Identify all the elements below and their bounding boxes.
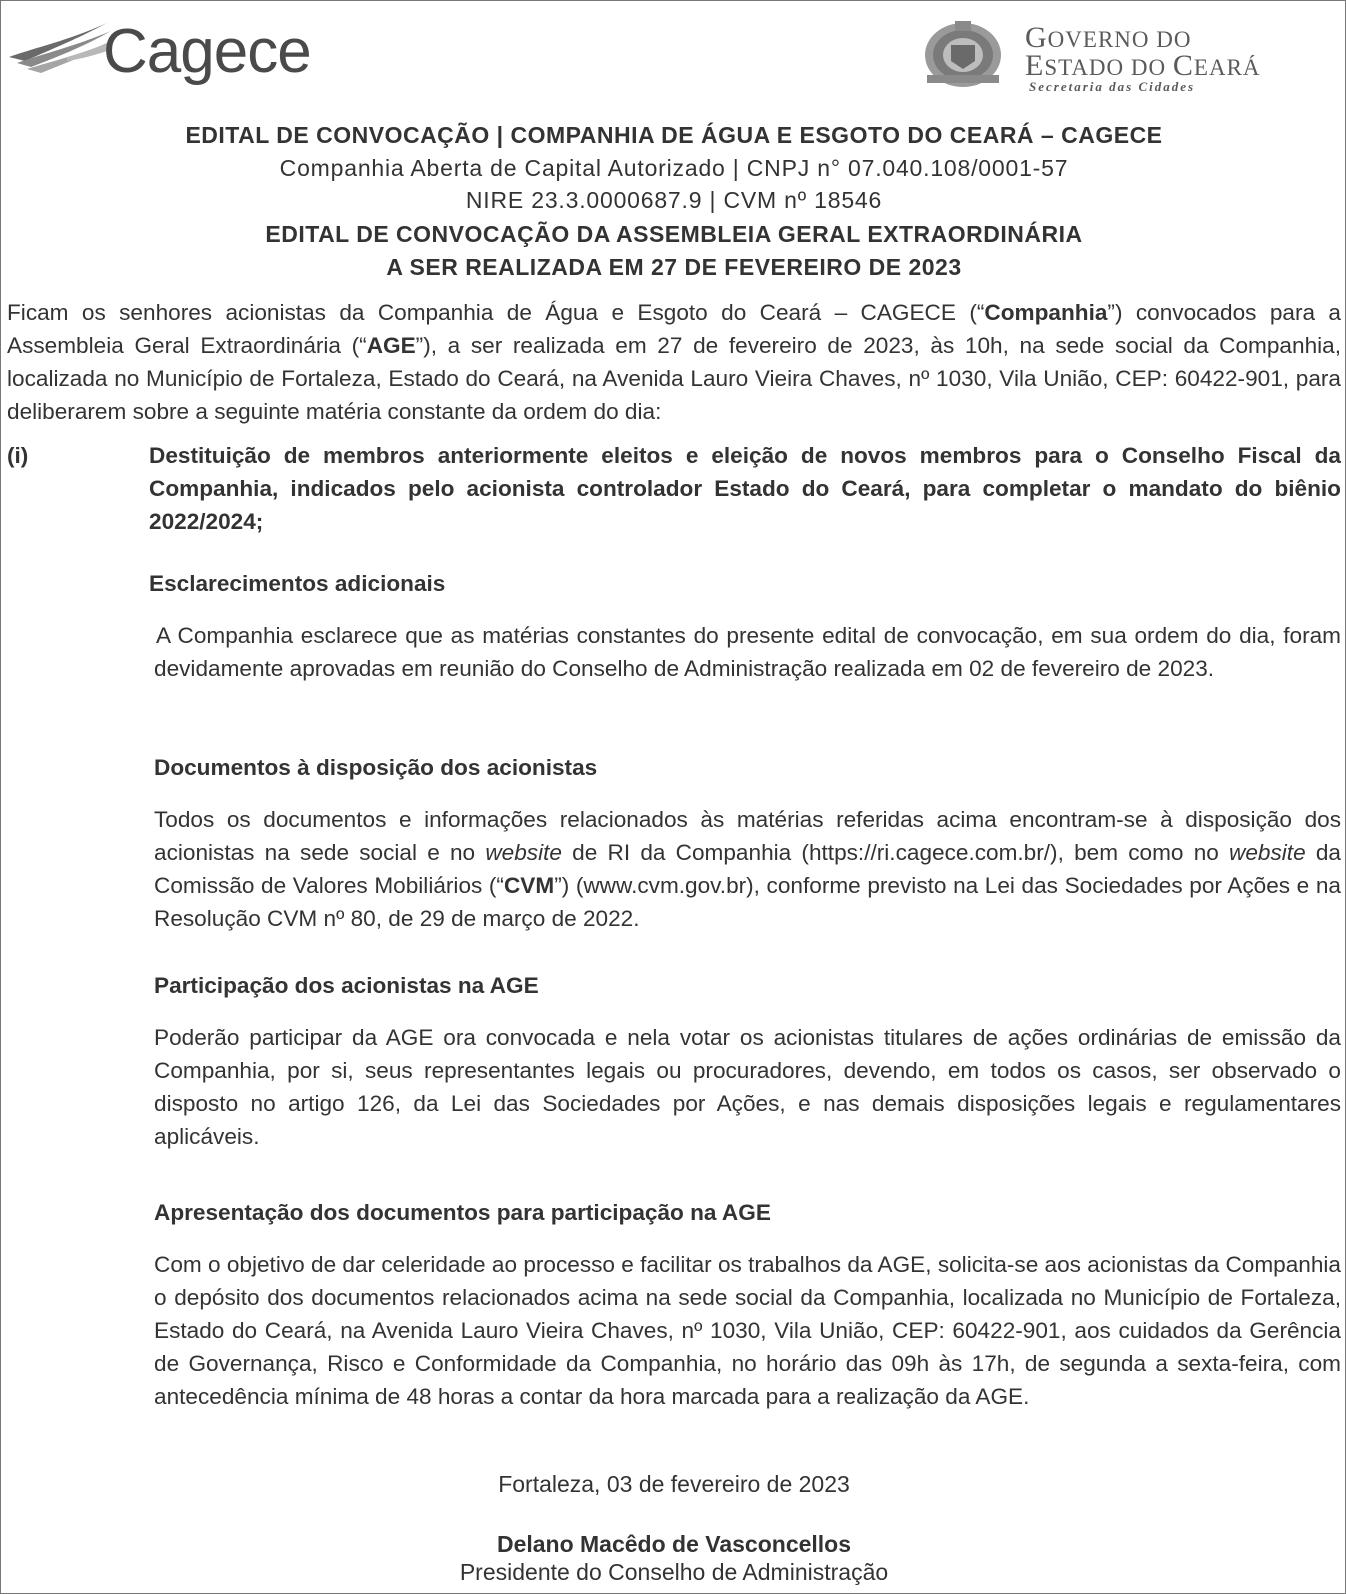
header-line-4: EDITAL DE CONVOCAÇÃO DA ASSEMBLEIA GERAL EXTRAORDINÁRIA xyxy=(265,221,1083,247)
swoosh-icon xyxy=(7,17,117,77)
governo-ceara-logo xyxy=(921,13,1341,97)
agenda-item-text: Destituição de membros anteriormente eleitos e eleição de novos membros para o Conselho Fiscal da Companhia, indicados pelo acionista controlador Estado do Ceará, para completar o mandato do biênio 2022/2024; xyxy=(149,443,1341,534)
documentos-text-4: ”) (www.cvm.gov.br), conforme previsto na Lei das Sociedades por Ações e na Resolução CVM nº 80, de 29 de março de 2022. xyxy=(154,873,1341,931)
signer-name: Delano Macêdo de Vasconcellos xyxy=(496,1531,852,1557)
gov-line-1-rest: OVERNO DO xyxy=(1047,27,1192,52)
place-date: Fortaleza, 03 de fevereiro de 2023 xyxy=(498,1471,850,1497)
header-line-1: EDITAL DE CONVOCAÇÃO | COMPANHIA DE ÁGUA E ESGOTO DO CEARÁ – CAGECE xyxy=(185,122,1163,148)
gov-line-2-rest-1: STADO DO xyxy=(1044,55,1173,80)
intro-bold-companhia: Companhia xyxy=(984,300,1108,325)
intro-paragraph xyxy=(7,296,1341,428)
gov-line-2-cap-1: E xyxy=(1025,49,1045,82)
intro-text-1: Ficam os senhores acionistas da Companhia de Água e Esgoto do Ceará – CAGECE (“ xyxy=(7,300,985,325)
header-line-5: A SER REALIZADA EM 27 DE FEVEREIRO DE 2023 xyxy=(386,254,962,280)
agenda-marker: (i) xyxy=(7,443,29,468)
section-text-apresentacao: Com o objetivo de dar celeridade ao processo e facilitar os trabalhos da AGE, solicita-se aos acionistas da Companhia o depósito dos documentos relacionados acima na sede social da Companhia, localizada no Município de Fortaleza, Estado do Ceará, na Avenida Lauro Vieira Chaves, nº 1030, Vila União, CEP: 60422-901, aos cuidados da Gerência de Governança, Risco e Conformidade da Companhia, no horário das 09h às 17h, de segunda a sexta-feira, com antecedência mínima de 48 horas a contar da hora marcada para a realização da AGE. xyxy=(154,1252,1341,1409)
section-title-esclarecimentos: Esclarecimentos adicionais xyxy=(149,571,446,596)
documentos-text-3: da Comissão de Valores Mobiliários (“ xyxy=(154,840,1342,898)
documentos-bold-cvm: CVM xyxy=(503,873,555,898)
section-title-apresentacao: Apresentação dos documentos para participação na AGE xyxy=(154,1200,771,1225)
section-title-participacao: Participação dos acionistas na AGE xyxy=(154,973,539,998)
section-text-participacao: Poderão participar da AGE ora convocada e nela votar os acionistas titulares de ações ordinárias de emissão da Companhia, por si, seus representantes legais ou procuradores, devendo, em todos os casos, ser observado o disposto no artigo 126, da Lei das Sociedades por Ações, e nas demais disposições legais e regulamentares aplicáveis. xyxy=(154,1025,1341,1149)
signer-role: Presidente do Conselho de Administração xyxy=(459,1559,889,1585)
documentos-italic-2: website xyxy=(1229,840,1306,865)
coat-of-arms-icon xyxy=(921,15,1005,91)
section-text-documentos xyxy=(154,803,1341,935)
gov-line-3: Secretaria das Cidades xyxy=(1029,79,1196,94)
cagece-wordmark: Cagece xyxy=(103,17,311,86)
header-line-2: Companhia Aberta de Capital Autorizado | CNPJ n° 07.040.108/0001-57 xyxy=(279,155,1069,181)
documentos-text-1: Todos os documentos e informações relacionados às matérias referidas acima encontram-se à disposição dos acionistas na sede social e no xyxy=(154,807,1341,865)
documentos-text-2: de RI da Companhia (https://ri.cagece.com.br/), bem como no xyxy=(561,840,1230,865)
intro-bold-age: AGE xyxy=(366,333,416,358)
section-title-documentos: Documentos à disposição dos acionistas xyxy=(154,755,598,780)
intro-text-2: ”) convocados para a Assembleia Geral Extraordinária (“ xyxy=(7,300,1341,358)
gov-line-1-cap: G xyxy=(1025,21,1048,54)
gov-line-2-cap-2: C xyxy=(1172,49,1194,82)
header-line-3: NIRE 23.3.0000687.9 | CVM nº 18546 xyxy=(465,187,883,213)
cagece-logo xyxy=(7,11,327,95)
documentos-italic-1: website xyxy=(485,840,562,865)
intro-text-3: ”), a ser realizada em 27 de fevereiro de 2023, às 10h, na sede social da Companhia, localizada no Município de Fortaleza, Estado do Ceará, na Avenida Lauro Vieira Chaves, nº 1030, Vila União, CEP: 60422-901, para deliberarem sobre a seguinte matéria constante da ordem do dia: xyxy=(7,333,1341,424)
section-text-esclarecimentos: A Companhia esclarece que as matérias constantes do presente edital de convocação, em sua ordem do dia, foram devidamente aprovadas em reunião do Conselho de Administração realizada em 02 de fevereiro de 2023. xyxy=(154,623,1341,681)
gov-line-2-rest-2: EARÁ xyxy=(1193,55,1261,80)
